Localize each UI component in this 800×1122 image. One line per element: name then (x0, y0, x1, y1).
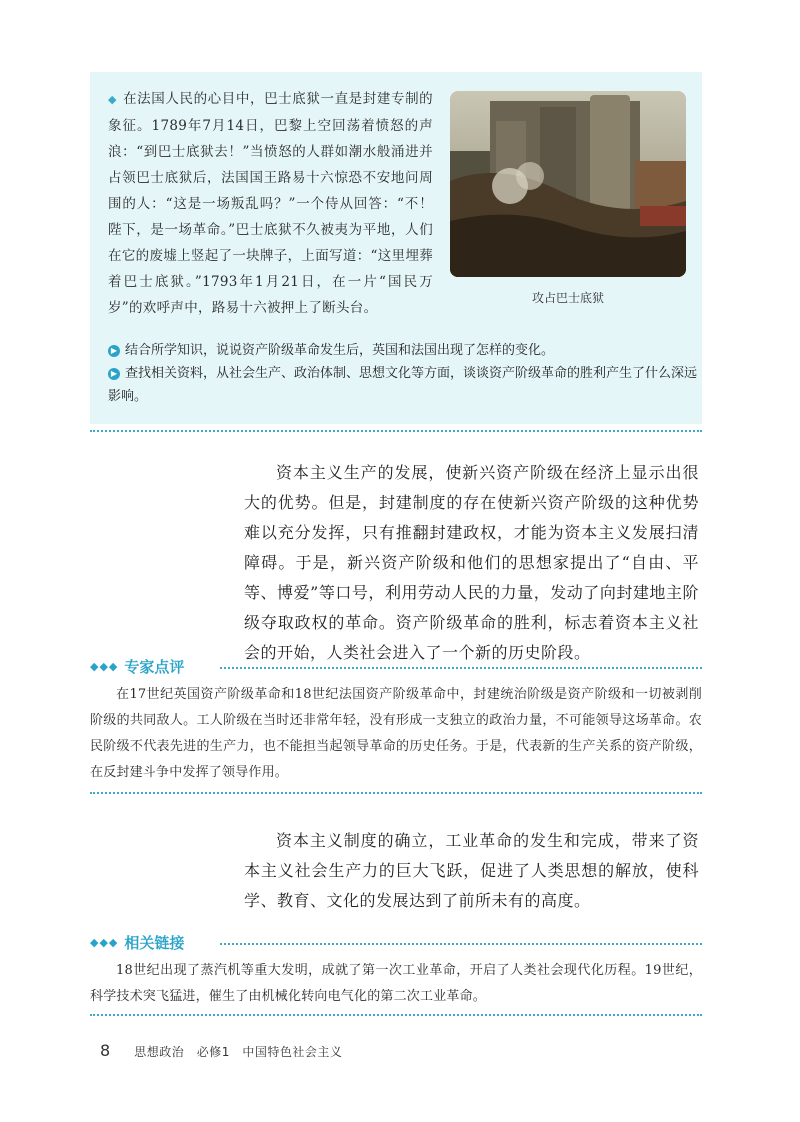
book-title: 思想政治 必修1 中国特色社会主义 (134, 1045, 343, 1059)
diamond-bullets-icon: ◆◆◆ (90, 660, 119, 673)
arrow-right-icon: ▶ (108, 368, 120, 380)
section-divider (90, 792, 702, 794)
storming-bastille-painting (450, 91, 686, 277)
material-paragraph (108, 86, 433, 321)
header-dotted-line (220, 667, 702, 669)
question-1 (108, 339, 698, 362)
expert-comment-header (90, 656, 702, 676)
question-2-text: 查找相关资料，从社会生产、政治体制、思想文化等方面，谈谈资产阶级革命的胜利产生了什么深远影响。 (108, 366, 698, 404)
section-divider (90, 430, 702, 432)
diamond-bullet-icon: ◆ (108, 93, 118, 106)
expert-comment-title: 专家点评 (124, 658, 185, 676)
page-number: 8 (100, 1041, 111, 1060)
arrow-right-icon: ▶ (108, 345, 120, 357)
main-paragraph-1: 资本主义生产的发展，使新兴资产阶级在经济上显示出很大的优势。但是，封建制度的存在使新兴资产阶级的这种优势难以充分发挥，只有推翻封建政权，才能为资本主义发展扫清障碍。于是，新兴资产阶级和他们的思想家提出了“自由、平等、博爱”等口号，利用劳动人民的力量，发动了向封建地主阶级夺取政权的革命。资产阶级革命的胜利，标志着资本主义社会的开始，人类社会进入了一个新的历史阶段。 (244, 463, 699, 662)
related-link-text: 18世纪出现了蒸汽机等重大发明，成就了第一次工业革命，开启了人类社会现代化历程。19世纪，科学技术突飞猛进，催生了由机械化转向电气化的第二次工业革命。 (90, 963, 702, 1004)
main-paragraph-2: 资本主义制度的确立，工业革命的发生和完成，带来了资本主义社会生产力的巨大飞跃，促进了人类思想的解放，使科学、教育、文化的发展达到了前所未有的高度。 (244, 831, 699, 910)
section-divider (90, 1014, 702, 1016)
question-2 (108, 362, 698, 408)
header-dotted-line (220, 943, 702, 945)
expert-comment-text: 在17世纪英国资产阶级革命和18世纪法国资产阶级革命中，封建统治阶级是资产阶级和一切被剥削阶级的共同敌人。工人阶级在当时还非常年轻，没有形成一支独立的政治力量，不可能领导这场革命。农民阶级不代表先进的生产力，也不能担当起领导革命的历史任务。于是，代表新的生产关系的资产阶级，在反封建斗争中发挥了领导作用。 (90, 687, 702, 780)
related-link-header (90, 932, 702, 952)
material-text: 在法国人民的心目中，巴士底狱一直是封建专制的象征。1789年7月14日，巴黎上空回荡着愤怒的声浪：“到巴士底狱去！”当愤怒的人群如潮水般涌进并占领巴士底狱后，法国国王路易十六惊恐不安地问周围的人：“这是一场叛乱吗？”一个侍从回答：“不！陛下，是一场革命。”巴士底狱不久被夷为平地，人们在它的废墟上竖起了一块牌子，上面写道：“这里埋葬着巴士底狱。”1793年1月21日，在一片“国民万岁”的欢呼声中，路易十六被押上了断头台。 (108, 91, 433, 316)
diamond-bullets-icon: ◆◆◆ (90, 936, 119, 949)
question-1-text: 结合所学知识，说说资产阶级革命发生后，英国和法国出现了怎样的变化。 (125, 343, 555, 358)
bastille-illustration (450, 91, 686, 277)
page-footer (100, 1041, 342, 1060)
image-caption: 攻占巴士底狱 (531, 291, 604, 305)
related-link-title: 相关链接 (124, 934, 185, 952)
